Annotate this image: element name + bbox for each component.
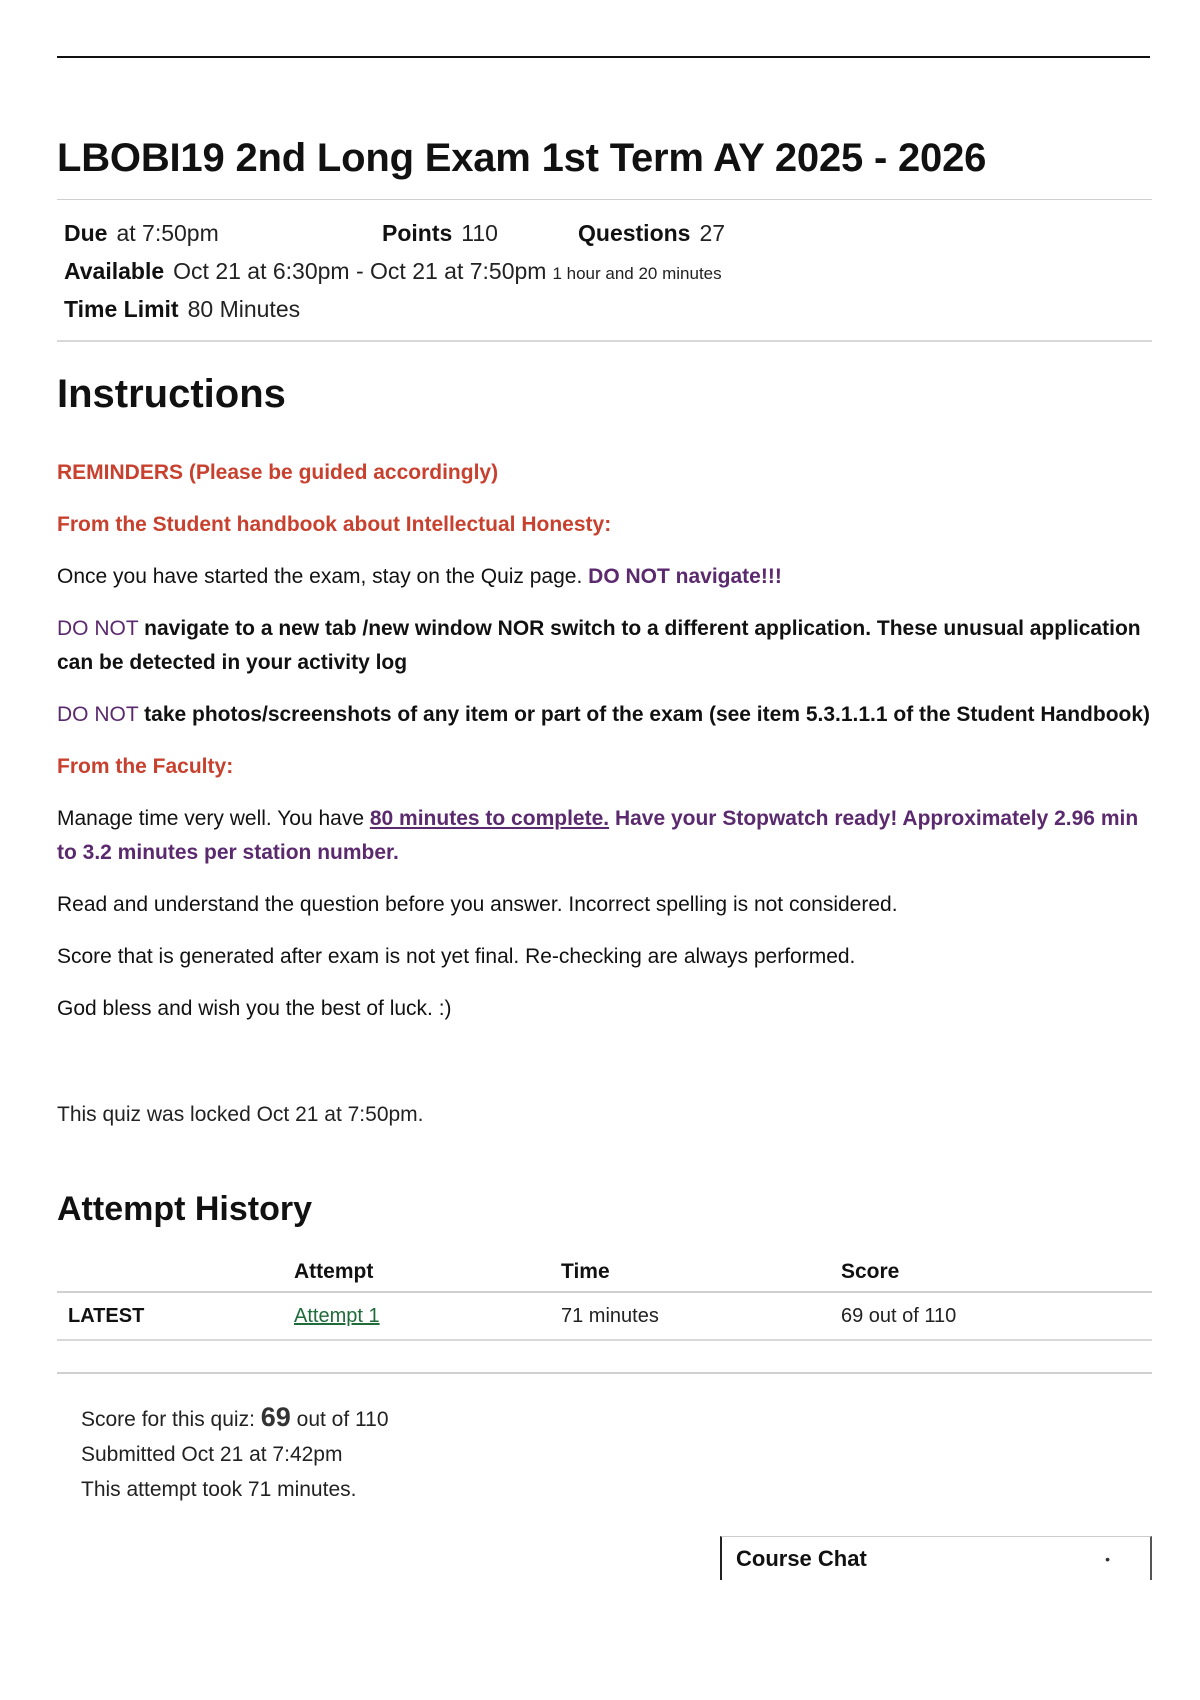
instruction-no-new-tab-text: navigate to a new tab /new window NOR switch to a different application. These unusual application can be detected in your activity log xyxy=(57,617,1141,674)
score-summary xyxy=(81,1400,389,1507)
available-duration: 1 hour and 20 minutes xyxy=(552,263,722,283)
instruction-good-luck: God bless and wish you the best of luck. :) xyxy=(57,997,452,1020)
attempt-score: 69 out of 110 xyxy=(841,1304,957,1327)
time-limit-field xyxy=(64,296,300,323)
instruction-read-question: Read and understand the question before you answer. Incorrect spelling is not considered. xyxy=(57,893,898,916)
due-value: at 7:50pm xyxy=(116,219,219,246)
instruction-no-screenshots-text: take photos/screenshots of any item or part of the exam (see item 5.3.1.1.1 of the Student Handbook) xyxy=(144,703,1151,726)
do-not-prefix: DO NOT xyxy=(57,703,139,726)
duration-line: This attempt took 71 minutes. xyxy=(81,1478,357,1501)
details-row-3 xyxy=(64,290,725,328)
instruction-do-not-navigate: DO NOT navigate!!! xyxy=(588,565,782,588)
time-limit-link[interactable]: 80 minutes to complete. xyxy=(369,807,610,830)
questions-field xyxy=(578,220,725,247)
due-label: Due xyxy=(64,219,108,246)
time-limit-value: 80 Minutes xyxy=(187,295,301,322)
available-value: Oct 21 at 6:30pm - Oct 21 at 7:50pm xyxy=(173,257,547,284)
column-header-time: Time xyxy=(561,1260,610,1283)
points-label: Points xyxy=(382,219,453,246)
dot-icon: • xyxy=(1105,1550,1110,1567)
instruction-stay-on-page xyxy=(57,560,1152,594)
details-row-2 xyxy=(64,252,725,290)
attempt-time: 71 minutes xyxy=(561,1304,659,1327)
summary-divider xyxy=(57,1372,1152,1374)
time-limit-label: Time Limit xyxy=(64,295,179,322)
details-divider xyxy=(57,340,1152,342)
top-divider xyxy=(57,56,1150,58)
manage-time-text: Manage time very well. You have xyxy=(57,807,365,830)
attempt-history-table xyxy=(57,1253,1152,1341)
quiz-title: LBOBI19 2nd Long Exam 1st Term AY 2025 - 2026 xyxy=(57,136,987,180)
attempt-cell xyxy=(294,1305,561,1328)
available-label: Available xyxy=(64,257,165,284)
due-field xyxy=(64,220,382,247)
instructions-body xyxy=(57,456,1152,1044)
instruction-manage-time xyxy=(57,802,1152,870)
instruction-stay-text: Once you have started the exam, stay on the Quiz page. xyxy=(57,565,583,588)
score-value: 69 xyxy=(260,1402,291,1432)
course-chat-button[interactable] xyxy=(720,1536,1152,1580)
available-field xyxy=(64,258,722,285)
handbook-heading: From the Student handbook about Intellectual Honesty: xyxy=(57,513,612,536)
column-header-attempt: Attempt xyxy=(294,1260,374,1283)
faculty-heading: From the Faculty: xyxy=(57,755,234,778)
table-header xyxy=(57,1253,1152,1293)
attempt-1-link[interactable]: Attempt 1 xyxy=(294,1304,380,1327)
instruction-score-not-final: Score that is generated after exam is not yet final. Re-checking are always performed. xyxy=(57,945,856,968)
submitted-line: Submitted Oct 21 at 7:42pm xyxy=(81,1443,343,1466)
quiz-locked-note: This quiz was locked Oct 21 at 7:50pm. xyxy=(57,1103,424,1126)
score-line xyxy=(81,1400,389,1437)
reminders-heading: REMINDERS (Please be guided accordingly) xyxy=(57,461,499,484)
do-not-prefix: DO NOT xyxy=(57,617,139,640)
points-value: 110 xyxy=(461,219,498,246)
instructions-heading: Instructions xyxy=(57,372,286,416)
details-row-1 xyxy=(64,214,725,252)
table-row xyxy=(57,1293,1152,1341)
questions-label: Questions xyxy=(578,219,691,246)
stopwatch-note: Have your Stopwatch ready! Approximately 2.96 min to 3.2 minutes per station number. xyxy=(57,807,1139,864)
attempt-history-heading: Attempt History xyxy=(57,1190,313,1228)
title-divider xyxy=(57,199,1152,200)
attempt-status: LATEST xyxy=(68,1304,145,1327)
column-header-score: Score xyxy=(841,1260,900,1283)
score-prefix: Score for this quiz: xyxy=(81,1408,255,1431)
course-chat-label: Course Chat xyxy=(736,1545,867,1571)
questions-value: 27 xyxy=(699,219,726,246)
quiz-details xyxy=(64,214,725,328)
instruction-no-new-tab xyxy=(57,612,1152,680)
instruction-no-screenshots xyxy=(57,698,1152,732)
score-suffix: out of 110 xyxy=(296,1408,389,1431)
points-field xyxy=(382,220,578,247)
